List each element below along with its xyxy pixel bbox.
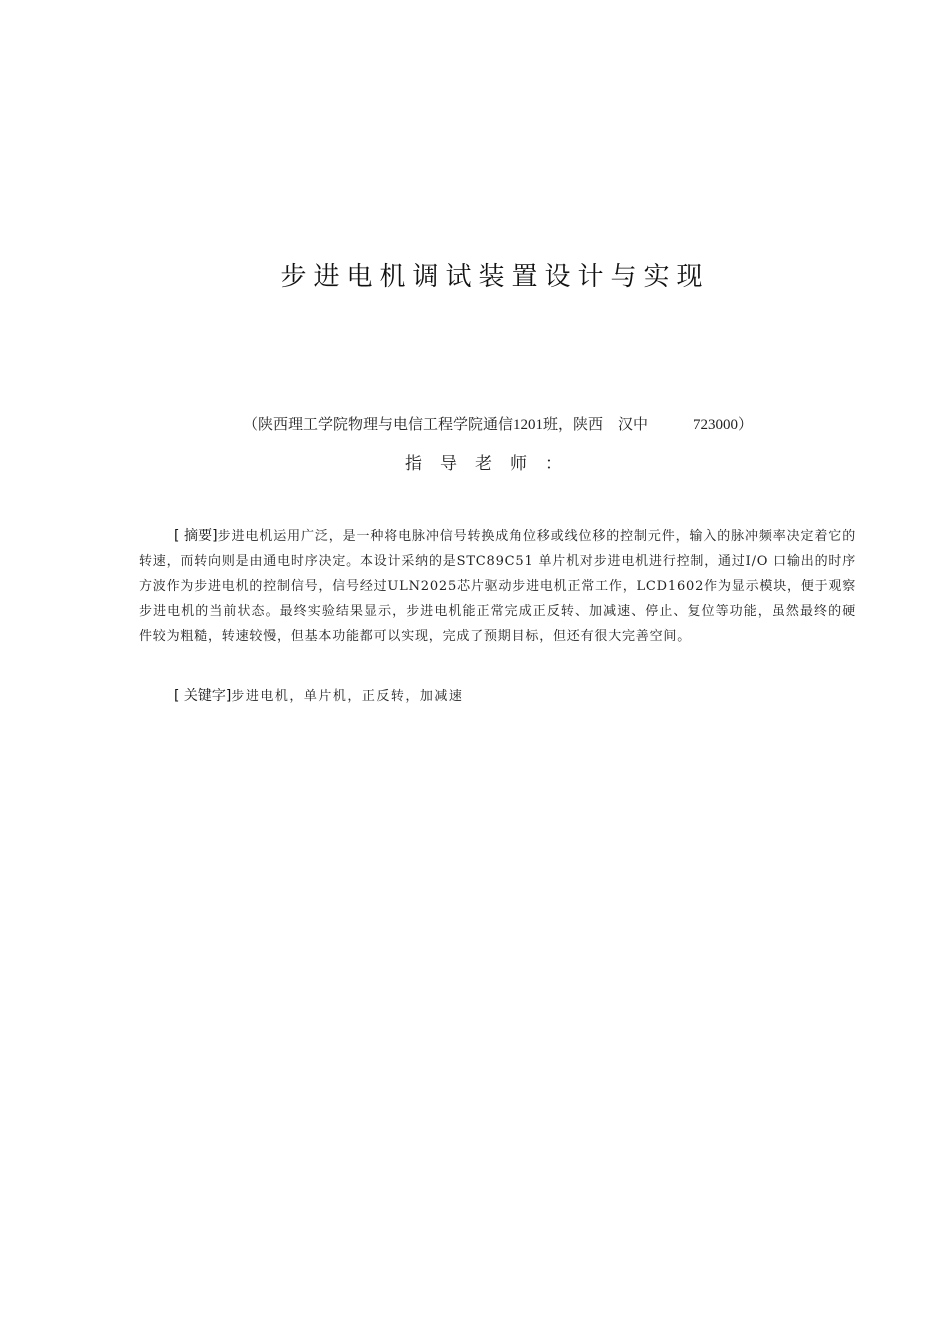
author-affiliation: （陕西理工学院物理与电信工程学院通信1201班，陕西 汉中 723000） xyxy=(242,417,753,433)
keywords-label: [ 关键字] xyxy=(174,688,232,704)
keywords-text: 步进电机，单片机，正反转，加减速 xyxy=(231,689,464,704)
advisor-line: 指导老师： xyxy=(405,454,580,474)
abstract-paragraph xyxy=(139,524,856,649)
paper-title: 步进电机调试装置设计与实现 xyxy=(280,262,710,292)
abstract-text: 步进电机运用广泛，是一种将电脉冲信号转换成角位移或线位移的控制元件，输入的脉冲频率决定着它的转速，而转向则是由通电时序决定。本设计采纳的是STC89C51 单片机对步进电机进行控制，通过I/O 口输出的时序方波作为步进电机的控制信号，信号经过ULN2025芯片驱动步进电机正常工作，LCD1602作为显示模块，便于观察步进电机的当前状态。最终实验结果显示，步进电机能正常完成正反转、加减速、停止、复位等功能，虽然最终的硬件较为粗糙，转速较慢，但基本功能都可以实现，完成了预期目标，但还有很大完善空间。 xyxy=(139,529,856,644)
abstract-label: [ 摘要] xyxy=(174,528,218,544)
keywords-paragraph xyxy=(174,684,854,709)
